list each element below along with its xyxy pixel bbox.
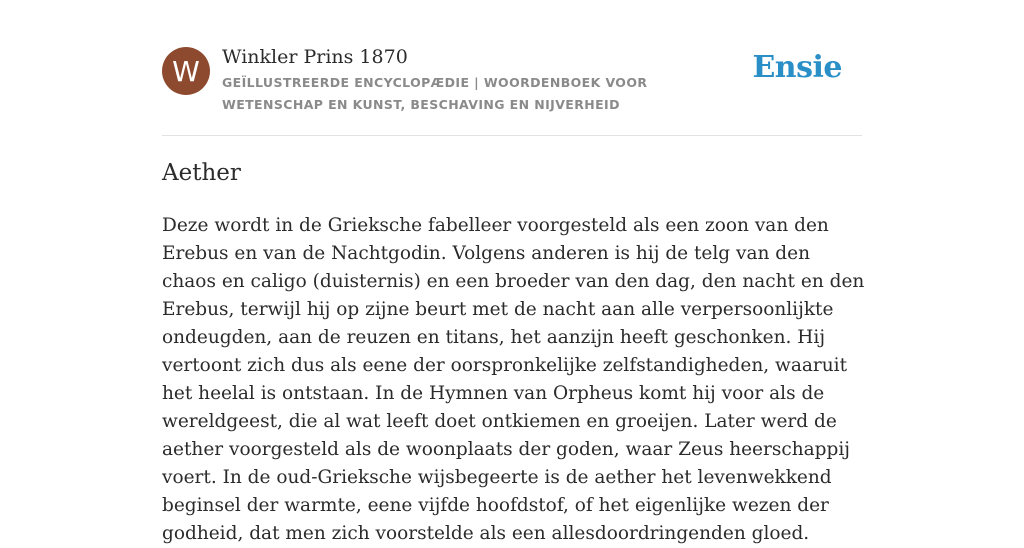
header-divider — [162, 135, 862, 136]
article-title: Aether — [162, 160, 241, 186]
brand-logo-link[interactable]: Ensie — [752, 50, 842, 85]
source-title[interactable]: Winkler Prins 1870 — [222, 46, 408, 68]
source-subtitle: GEÏLLUSTREERDE ENCYCLOPÆDIE | WOORDENBOEK VOOR WETENSCHAP EN KUNST, BESCHAVING EN NIJVERHEID — [222, 75, 648, 112]
article-body: Deze wordt in de Grieksche fabelleer voorgesteld als een zoon van den Erebus en van de Nachtgodin. Volgens anderen is hij de telg van den chaos en caligo (duisternis) en een broeder van den dag, den nacht en den Erebus, terwijl hij op zijne beurt met de nacht aan alle verpersoonlijkte ondeugden, aan de reuzen en titans, het aanzijn heeft geschonken. Hij vertoont zich dus als eene der oorspronkelijke zelfstandigheden, waaruit het heelal is ontstaan. In de Hymnen van Orpheus komt hij voor als de wereldgeest, die al wat leeft doet ontkiemen en groeijen. Later werd de aether voorgesteld als de woonplaats der goden, waar Zeus heerschappij voert. In de oud-Grieksche wijsbegeerte is de aether het levenwekkend beginsel der warmte, eene vijfde hoofdstof, of het eigenlijke wezen der godheid, dat men zich voorstelde als een allesdoordringenden gloed. — [162, 215, 865, 544]
source-header — [162, 44, 862, 136]
source-avatar[interactable]: W — [162, 47, 210, 95]
